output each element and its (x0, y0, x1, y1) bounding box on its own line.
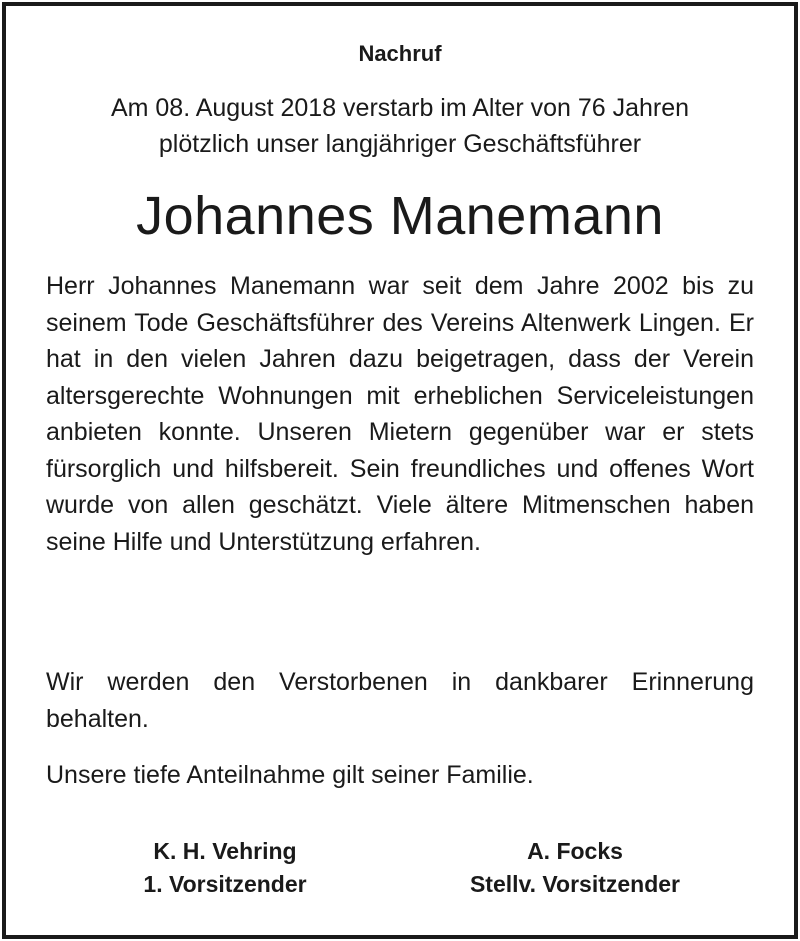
intro-line: plötzlich unser langjähriger Geschäftsführer (158, 130, 642, 158)
signatory-name: A. Focks (527, 838, 623, 864)
sympathy-text: Unsere tiefe Anteilnahme gilt seiner Familie. (46, 761, 534, 789)
intro-line: Am 08. August 2018 verstarb im Alter von 76 Jahren (110, 94, 690, 122)
obituary-body: Herr Johannes Manemann war seit dem Jahre 2002 bis zu seinem Tode Geschäftsführer des Vereins Altenwerk Lingen. Er hat in den vielen Jahren dazu beigetragen, dass der Verein altersgerechte Wohnungen mit erheblichen Serviceleistungen anbieten konnte. Unseren Mietern gegenüber war er stets fürsorglich und hilfsbereit. Sein freundliches und offenes Wort wurde von allen geschätzt. Viele ältere Mitmenschen haben seine Hilfe und Unterstützung erfahren. (46, 272, 754, 556)
intro-text (0, 90, 800, 162)
signatory-chairman (110, 835, 340, 901)
notice-heading: Nachruf (358, 41, 442, 66)
signatory-name: K. H. Vehring (153, 838, 297, 864)
remembrance-text: Wir werden den Verstorbenen in dankbarer Erinnerung behalten. (46, 668, 754, 733)
signatory-title: Stellv. Vorsitzender (469, 871, 681, 897)
deceased-name: Johannes Manemann (136, 186, 664, 246)
signatory-deputy (440, 835, 710, 901)
signatory-title: 1. Vorsitzender (143, 871, 307, 897)
